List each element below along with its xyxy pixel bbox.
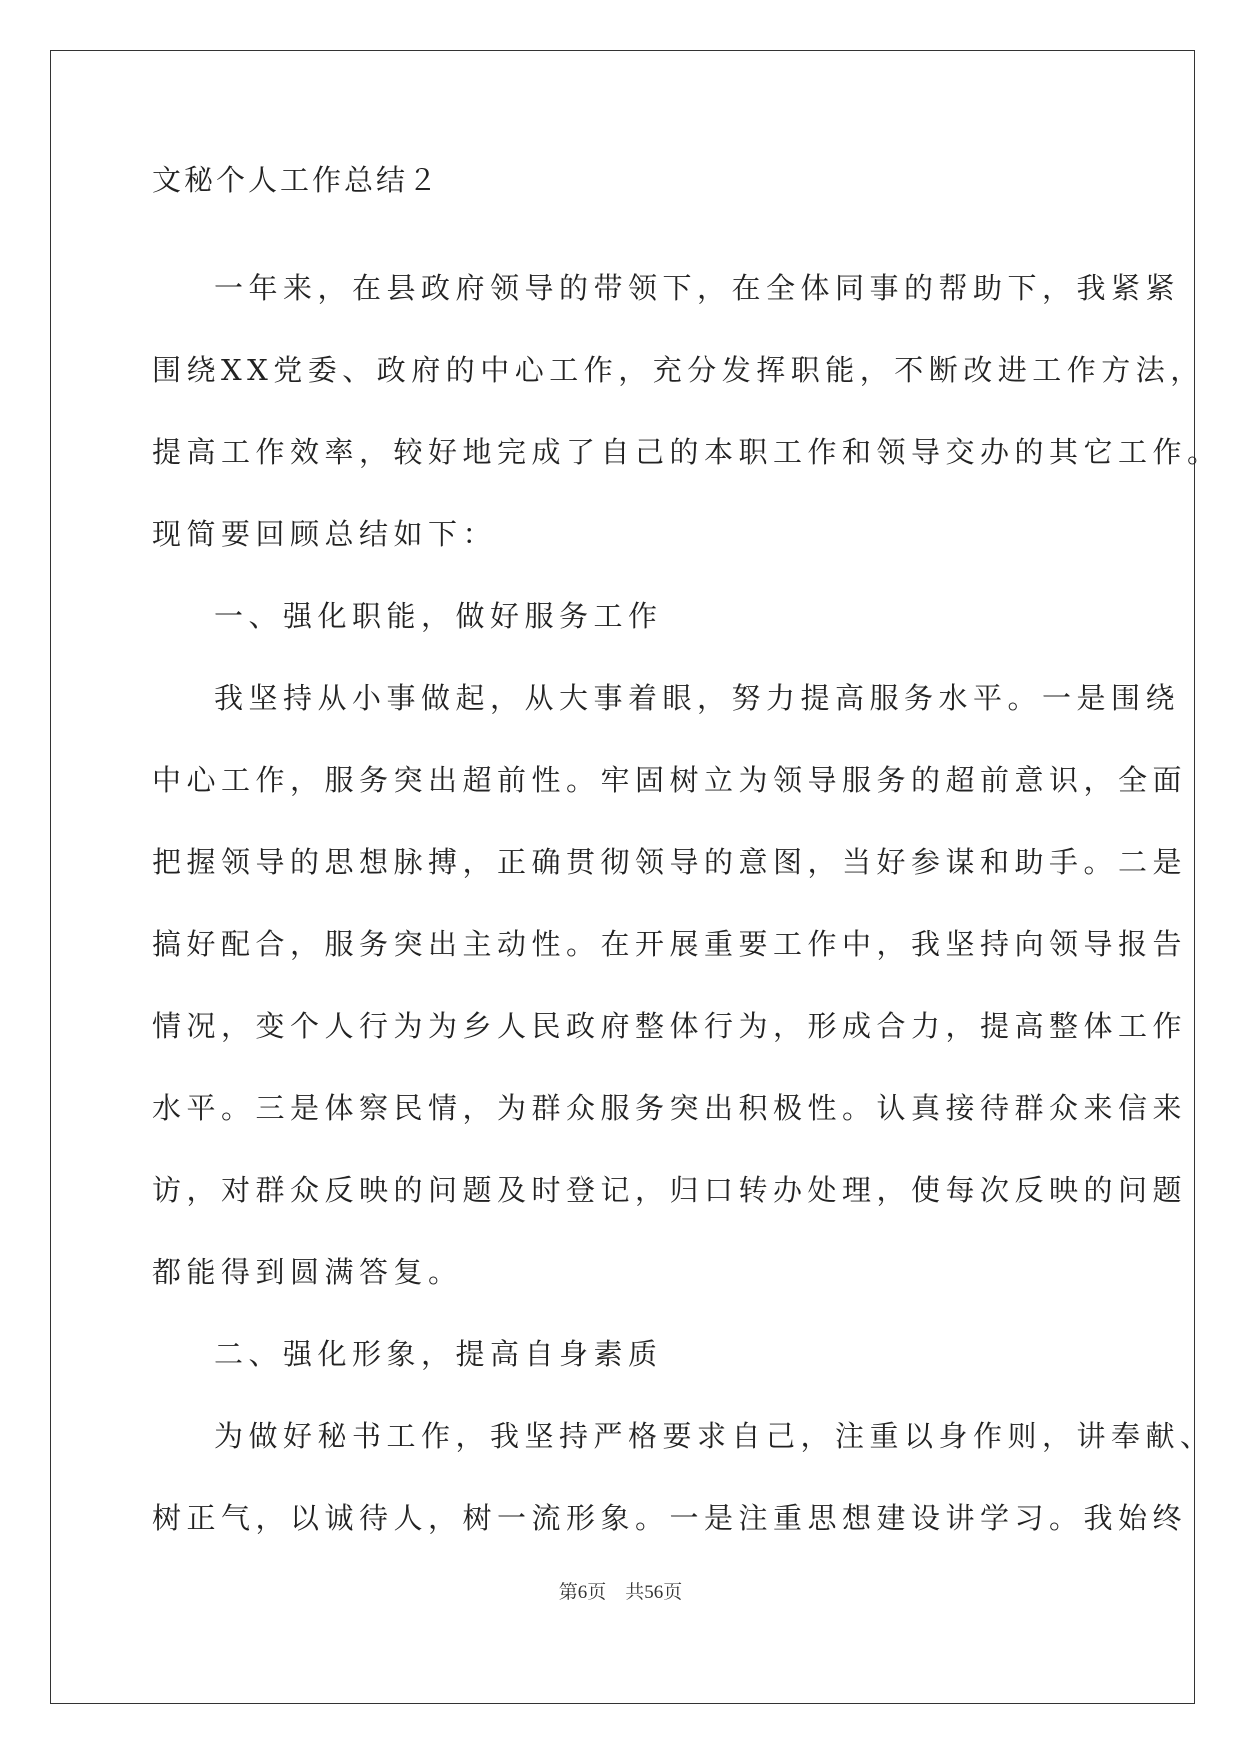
document-title: 文秘个人工作总结２ (152, 163, 441, 197)
text-line: 一、强化职能，做好服务工作 (214, 599, 663, 633)
document-body (152, 163, 1222, 1559)
text-line: 提高工作效率，较好地完成了自己的本职工作和领导交办的其它工作。 (152, 435, 1222, 469)
text-line: 把握领导的思想脉搏，正确贯彻领导的意图，当好参谋和助手。二是 (152, 845, 1188, 879)
text-line: 都能得到圆满答复。 (152, 1255, 463, 1289)
text-line: 树正气，以诚待人，树一流形象。一是注重思想建设讲学习。我始终 (152, 1501, 1188, 1535)
text-line: 为做好秘书工作，我坚持严格要求自己，注重以身作则，讲奉献、 (214, 1419, 1215, 1453)
text-line: 中心工作，服务突出超前性。牢固树立为领导服务的超前意识，全面 (152, 763, 1188, 797)
text-line: 现简要回顾总结如下： (152, 517, 498, 551)
text-line: 围绕XX党委、政府的中心工作，充分发挥职能，不断改进工作方法， (152, 353, 1205, 387)
text-line: 访，对群众反映的问题及时登记，归口转办处理，使每次反映的问题 (152, 1173, 1188, 1207)
text-line: 水平。三是体察民情，为群众服务突出积极性。认真接待群众来信来 (152, 1091, 1188, 1125)
text-line: 一年来，在县政府领导的带领下，在全体同事的帮助下，我紧紧 (214, 271, 1181, 305)
text-line: 我坚持从小事做起，从大事着眼，努力提高服务水平。一是围绕 (214, 681, 1181, 715)
paragraph-lines (152, 247, 1222, 1559)
page-number: 第6页 共56页 (558, 1582, 683, 1603)
text-line: 二、强化形象，提高自身素质 (214, 1337, 663, 1371)
text-line: 情况，变个人行为为乡人民政府整体行为，形成合力，提高整体工作 (152, 1009, 1188, 1043)
text-line: 搞好配合，服务突出主动性。在开展重要工作中，我坚持向领导报告 (152, 927, 1188, 961)
